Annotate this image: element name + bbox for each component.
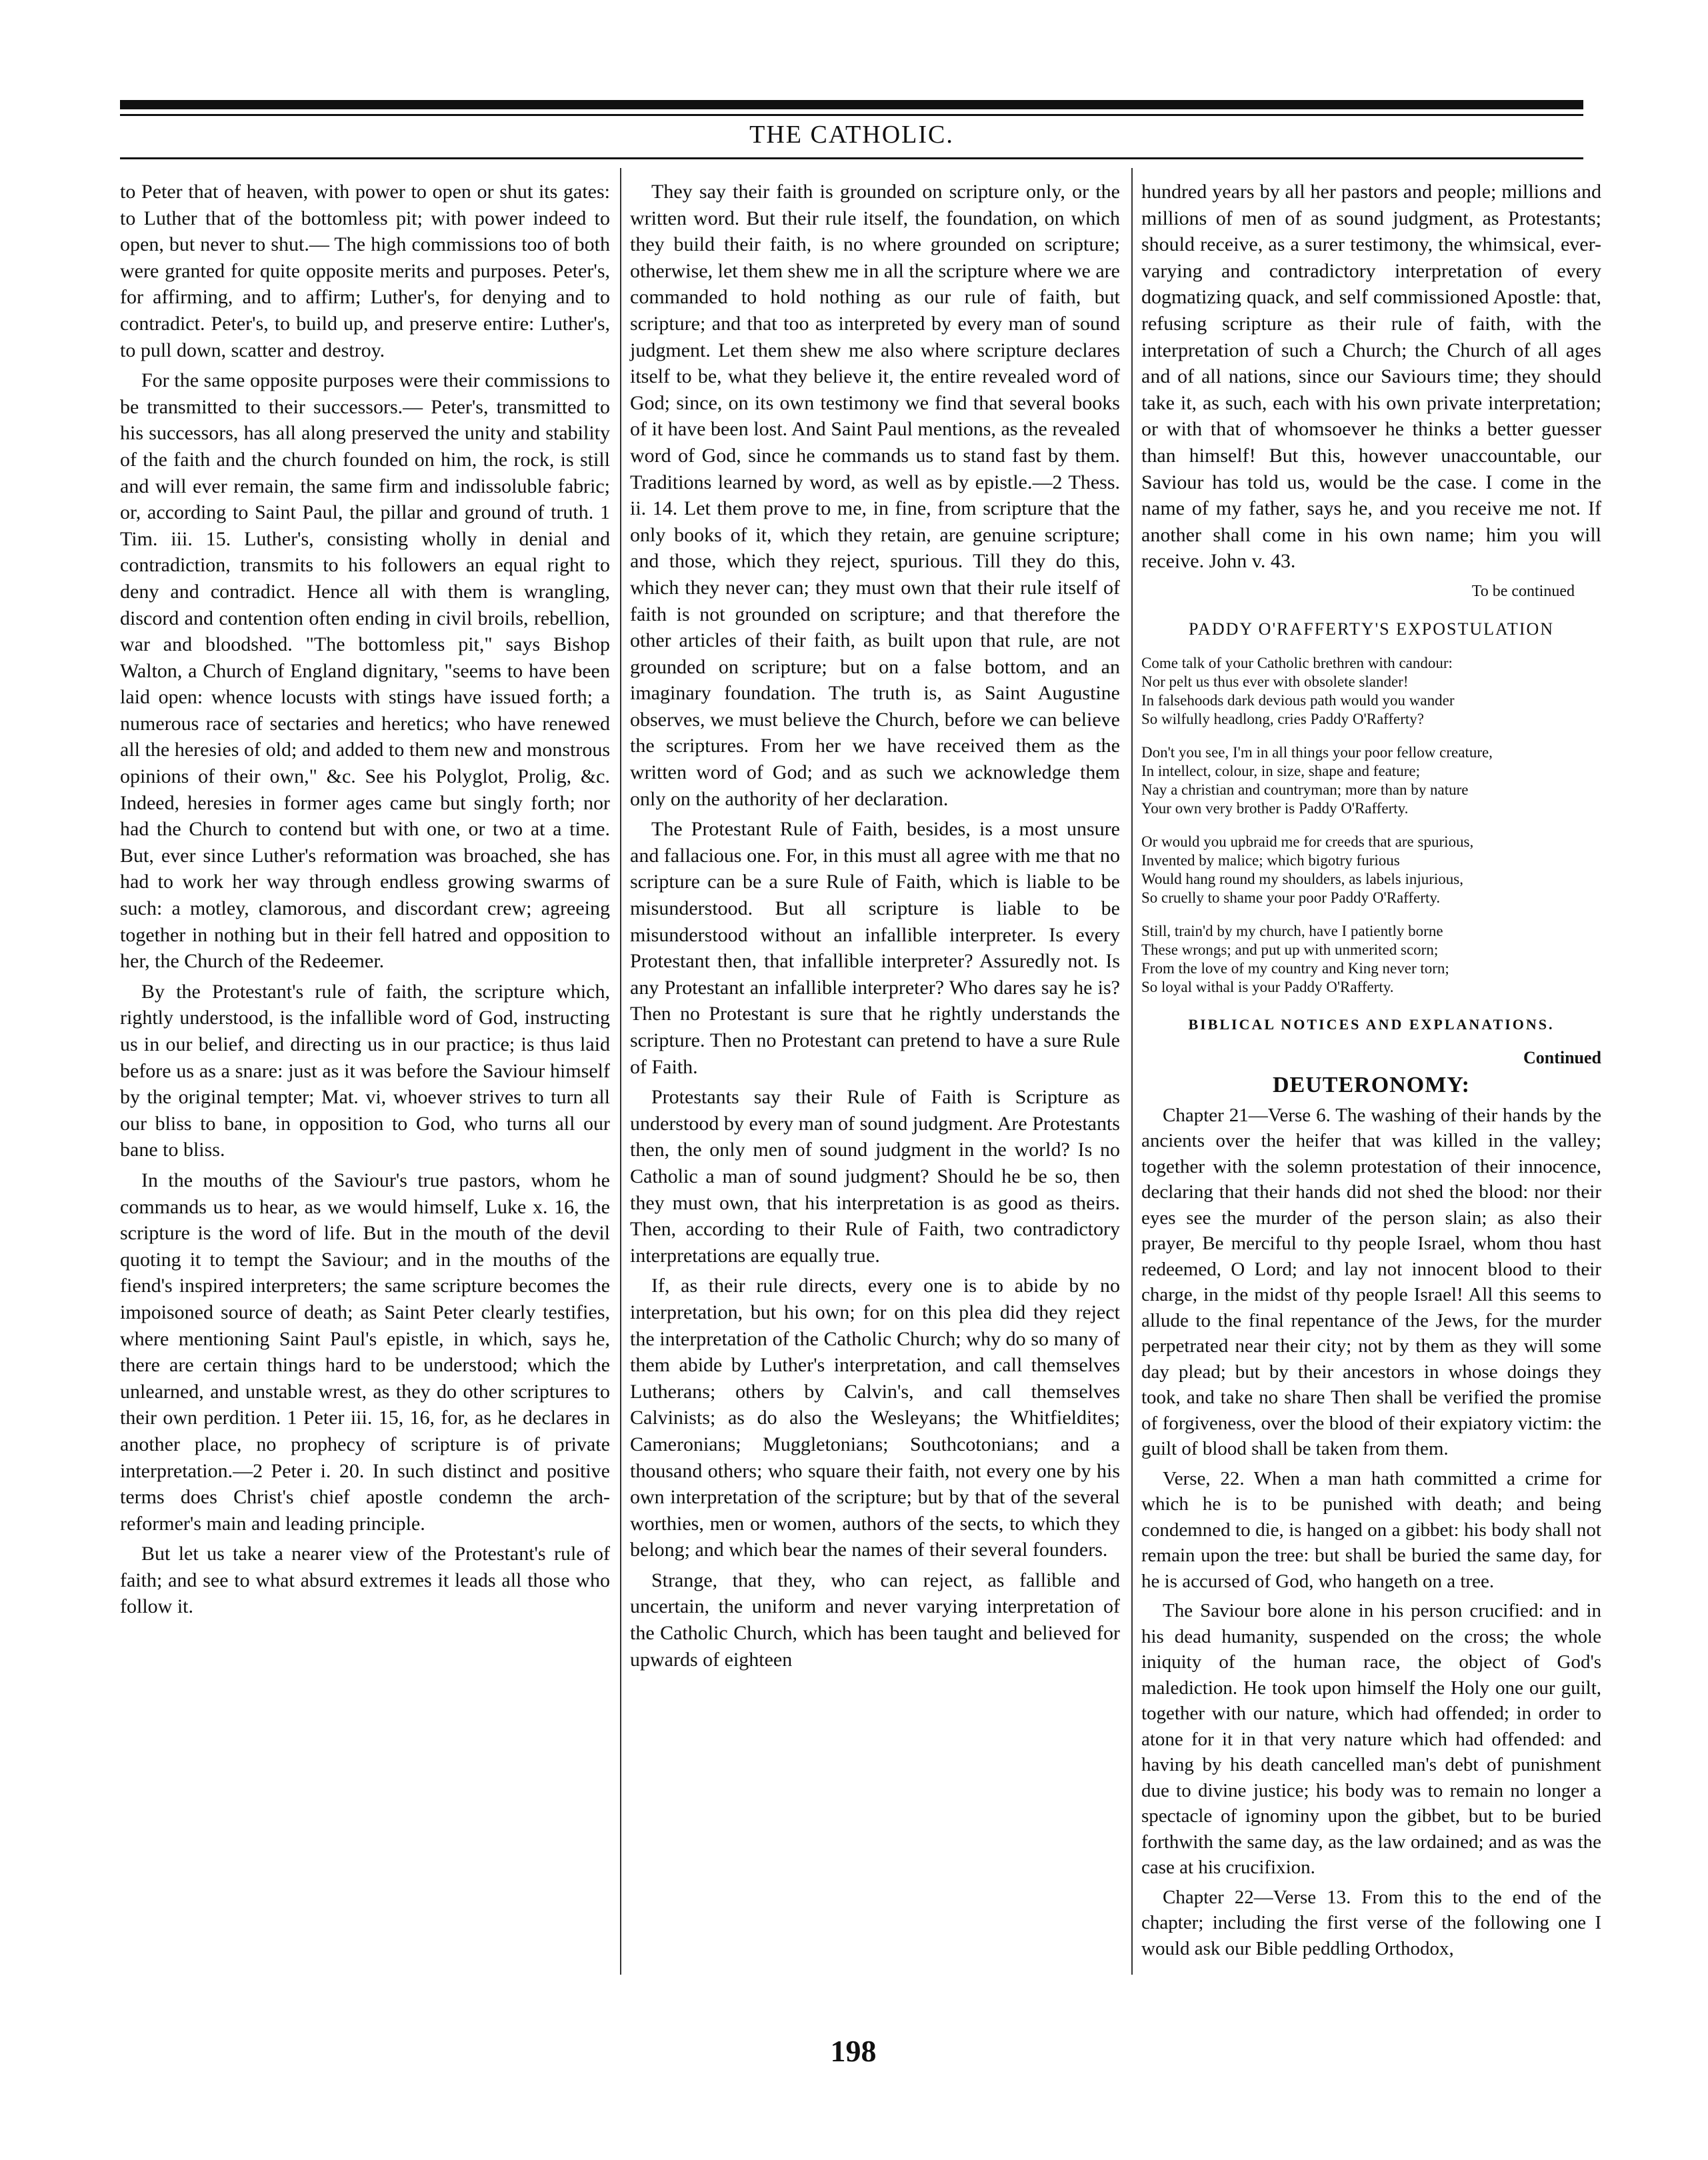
poem-line: Your own very brother is Paddy O'Rafferty. (1141, 800, 1409, 817)
continued-label: Continued (1523, 1047, 1601, 1067)
paragraph: hundred years by all her pastors and people; millions and millions of men of as sound judgment, as Protestants; should receive, as a surer testimony, the whimsical, ever-varying and contradictory interpretation of every dogmatizing quack, and self commissioned Apostle: that, refusing scripture as their rule of faith, with the interpretation of such a Church; the Church of all ages and of all nations, since our Saviours time; they should take it, as such, each with his own private interpretation; or with that of whomsoever he thinks a better guesser than himself! But this, however unaccountable, our Saviour has told us, would be the case. I come in the name of my father, says he, and you receive me not. If another shall come in his own name; him you will receive. John v. 43. (1141, 181, 1601, 573)
paragraph: Chapter 22—Verse 13. From this to the end of the chapter; including the first verse of the following one I would ask our Bible peddling Orthodox, (1141, 1886, 1601, 1959)
header-rule-thin (120, 114, 1583, 116)
poem-line: Would hang round my shoulders, as labels injurious, (1141, 871, 1464, 888)
running-title: THE CATHOLIC. (749, 121, 954, 149)
poem-line: In falsehoods dark devious path would you wander (1141, 692, 1455, 709)
poem-line: These wrongs; and put up with unmerited scorn; (1141, 941, 1439, 959)
poem-line: So loyal withal is your Paddy O'Rafferty. (1141, 979, 1394, 996)
poem-line: So cruelly to shame your poor Paddy O'Rafferty. (1141, 889, 1441, 907)
paragraph: If, as their rule directs, every one is to abide by no interpretation, but his own; for on this plea did they reject the interpretation of the Catholic Church; why do so many of them abide by Luther's interpretation, and call themselves Lutherans; others by Calvin's, and call themselves Calvinists; as do also the Wesleyans; the Whitfieldites; Cameronians; Muggletonians; Southcotonians; and a thousand others; who square their faith, not every one by his own interpretation of the scripture; but by that of the several worthies, men or women, authors of the sects, to which they belong; and which bear the names of their several founders. (630, 1275, 1120, 1561)
poem-stanza (1141, 833, 1601, 907)
poem-title: PADDY O'RAFFERTY'S EXPOSTULATION (1188, 619, 1555, 639)
column-divider-left (620, 168, 621, 1975)
paragraph: Protestants say their Rule of Faith is Scripture as understood by every man of sound judgment. Are Protestants then, the only men of sound judgment in the world? Is no Catholic a man of sound judgment? Should he be so, then they must own, that his interpretation is as good as theirs. Then, according to their Rule of Faith, two contradictory interpretations are equally true. (630, 1086, 1120, 1267)
paragraph: By the Protestant's rule of faith, the scripture which, rightly understood, is the infallible word of God, instructing us in our belief, and directing us in our practice; is thus laid before us as a snare: just as it was before the Saviour himself by the original tempter; Mat. vi, whoever strives to turn all our bliss to bane, in opposition to God, who turns all our bane to bliss. (120, 980, 610, 1161)
paragraph: They say their faith is grounded on scripture only, or the written word. But their rule itself, the foundation, on which they build their faith, is no where grounded on scripture; otherwise, let them shew me in all the scripture where we are commanded to hold nothing as our rule of faith, but scripture; and that too as interpreted by every man of sound judgment. Let them shew me also where scripture declares itself to be, what they believe it, the entire revealed word of God; since, on its own testimony we find that several books of it have been lost. And Saint Paul mentions, as the revealed word of God, since he commands us to stand fast by them. Traditions learned by word, as well as by epistle.—2 Thess. ii. 14. Let them prove to me, in fine, from scripture that the only books of it, which they retain, are genuine scripture; and those, which they reject, spurious. Till they do this, which they never can; they must own that their rule itself of faith is not grounded on scripture; and that therefore the other articles of their faith, as built upon that rule, are not grounded on scripture; but on a false bottom, and an imaginary foundation. The truth is, as Saint Augustine observes, we must believe the Church, before we can believe the scriptures. From her we have received them as the written word of God; and as such we acknowledge them only on the authority of her declaration. (630, 181, 1120, 810)
paragraph: The Protestant Rule of Faith, besides, is a most unsure and fallacious one. For, in this must all agree with me that no scripture can be a sure Rule of Faith, which is liable to be misunderstood. But all scripture is liable to be misunderstood without an infallible interpreter. Is every Protestant then, that infallible interpreter? Assuredly not. Is any Protestant an infallible interpreter? Who dares say he is? Then no Protestant is sure that he rightly understands the scripture. Then no Protestant can pretend to have a sure Rule of Faith. (630, 818, 1120, 1078)
poem-stanza (1141, 654, 1601, 729)
to-be-continued-note: To be continued (1471, 582, 1575, 600)
poem-line: Don't you see, I'm in all things your poor fellow creature, (1141, 744, 1493, 761)
title-rule (120, 157, 1583, 159)
paragraph: Chapter 21—Verse 6. The washing of their hands by the ancients over the heifer that was killed in the valley; together with the solemn protestation of their innocence, declaring that their hands did not shed the blood: nor their eyes see the murder of the person slain; as also their prayer, Be merciful to thy people Israel, whom thou hast redeemed, O Lord; and lay not innocent blood to their charge, in the midst of thy people Israel! All this seems to allude to the final repentance of the Jews, for the murder perpetrated near their city; not by them as they will some day plead; but by their ancestors in whose doings they took, and take no share Then shall be verified the promise of forgiveness, over the blood of their expiatory victim: the guilt of blood shall be taken from them. (1141, 1104, 1601, 1460)
header-rule-thick (120, 100, 1583, 109)
poem-line: Invented by malice; which bigotry furious (1141, 852, 1400, 869)
paragraph: For the same opposite purposes were their commissions to be transmitted to their successors.— Peter's, transmitted to his successors, has all along preserved the unity and stability of the faith and the church founded on him, the rock, is still and will ever remain, the same firm and indissoluble fabric; or, according to Saint Paul, the pillar and ground of truth. 1 Tim. iii. 15. Luther's, consisting wholly in denial and contradiction, transmits to his followers an equal right to deny and contradict. Hence all with them is wrangling, discord and contention often ending in civil broils, rebellion, war and bloodshed. "The bottomless pit," says Bishop Walton, a Church of England dignitary, "seems to have been laid open: whence locusts with stings have issued forth; a numerous race of sectaries and heretics; who have renewed all the heresies of old; and added to them new and monstrous opinions of their own," &c. See his Polyglot, Prolig, &c. Indeed, heresies in former ages came but singly forth; nor had the Church to contend but with one, or two at a time. But, ever since Luther's reformation was broached, she has had to work her way through endless growing swarms of such: a motley, clamorous, and discordant crew; agreeing together in nothing but in their fell hatred and opposition to her, the Church of the Redeemer. (120, 369, 610, 973)
poem-line: Come talk of your Catholic brethren with candour: (1141, 655, 1453, 672)
paragraph: Verse, 22. When a man hath committed a crime for which he is to be punished with death; and being condemned to die, is hanged on a gibbet: his body shall not remain upon the tree: but shall be buried the same day, for he is accursed of God, who hangeth on a tree. (1141, 1467, 1601, 1592)
paragraph: The Saviour bore alone in his person crucified: and in his dead humanity, suspended on the cross; the whole iniquity of the human race, the object of God's malediction. He took upon himself the Holy one our guilt, together with our nature, which had offended; in order to atone for it in that very nature which had offended: and having by his death cancelled man's debt of punishment due to divine justice; his body was to remain no longer a spectacle of ignominy upon the gibbet, but to be buried forthwith the same day, as the law ordained; and as was the case at his crucifixion. (1141, 1600, 1601, 1879)
poem-line: Still, train'd by my church, have I patiently borne (1141, 923, 1443, 940)
poem-line: Or would you upbraid me for creeds that are spurious, (1141, 833, 1474, 851)
paragraph: Strange, that they, who can reject, as fallible and uncertain, the uniform and never varying interpretation of the Catholic Church, which has been taught and believed for upwards of eighteen (630, 1569, 1120, 1671)
column-middle (630, 179, 1120, 1677)
page-number: 198 (830, 2034, 877, 2068)
poem-line: In intellect, colour, in size, shape and feature; (1141, 763, 1421, 780)
poem-stanza (1141, 922, 1601, 997)
paragraph: But let us take a nearer view of the Protestant's rule of faith; and see to what absurd extremes it leads all those who follow it. (120, 1543, 610, 1618)
paragraph: to Peter that of heaven, with power to open or shut its gates: to Luther that of the bottomless pit; with power indeed to open, but never to shut.— The high commissions too of both were granted for quite opposite merits and purposes. Peter's, for affirming, and to affirm; Luther's, for denying and to contradict. Peter's, to build up, and preserve entire: Luther's, to pull down, scatter and destroy. (120, 181, 610, 361)
paragraph: In the mouths of the Saviour's true pastors, whom he commands us to hear, as we would himself, Luke x. 16, the scripture is the word of life. But in the mouth of the devil quoting it to tempt the Saviour; and in the mouths of the fiend's inspired interpreters; the same scripture becomes the impoisoned source of death; as Saint Peter clearly testifies, where mentioning Saint Paul's epistle, in which, says he, there are certain things hard to be understood; which the unlearned, and unstable wrest, as they do other scriptures to their own perdition. 1 Peter iii. 15, 16, for, as he declares in another place, no prophecy of scripture is of private interpretation.—2 Peter i. 20. In such distinct and positive terms does Christ's chief apostle condemn the arch-reformer's main and leading principle. (120, 1169, 610, 1535)
section-heading: BIBLICAL NOTICES AND EXPLANATIONS. (1188, 1016, 1555, 1033)
poem-stanza (1141, 743, 1601, 818)
notices-body (1141, 1103, 1601, 1962)
column-left (120, 179, 610, 1624)
column-right (1141, 179, 1601, 1965)
poem-line: Nay a christian and countryman; more than by nature (1141, 781, 1469, 799)
book-heading: DEUTERONOMY: (1273, 1073, 1470, 1098)
poem-line: So wilfully headlong, cries Paddy O'Rafferty? (1141, 711, 1425, 728)
poem-line: From the love of my country and King never torn; (1141, 960, 1449, 977)
column-divider-right (1131, 168, 1133, 1975)
poem-line: Nor pelt us thus ever with obsolete slander! (1141, 673, 1409, 691)
